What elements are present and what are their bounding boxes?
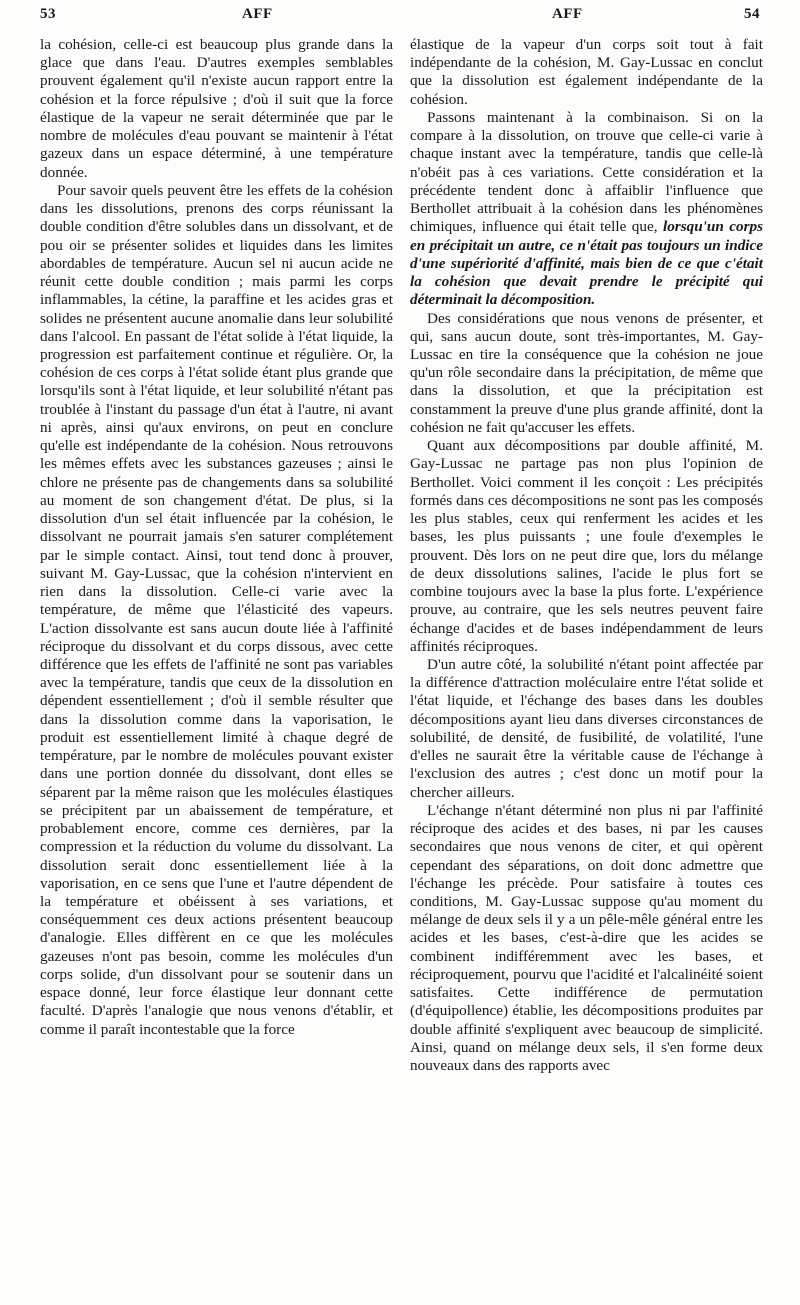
right-paragraph-4: Quant aux décompositions par double affinité, M. Gay-Lussac ne partage pas non plus l'opinion de Berthollet. Voici comment il les conçoit : Les précipités formés dans ces décompositions ne sont pas les composés les plus stables, ceux qui renferment les acides et les bases, les plus puissants ; une foule d'exemples le prouvent. Dès lors on ne peut dire que, lors du mélange de deux dissolutions salines, l'acide le plus fort se combine toujours avec la base la plus forte. L'expérience prouve, au contraire, que les sels neutres peuvent faire échange d'acides et de bases indépendamment de leurs affinités réciproques. (410, 437, 763, 655)
right-paragraph-2-text: Passons maintenant à la combinaison. Si on la compare à la dissolution, on trouve que celle-ci varie à chaque instant avec la température, tandis que celle-là n'obéit pas à ces variations. Cette considération et la précédente tendent donc à affaiblir l'influence que Berthollet attribuait à la cohésion dans les phénomènes chimiques, influence qui était telle que, (410, 108, 763, 236)
running-head (40, 6, 760, 28)
left-paragraph-2: Pour savoir quels peuvent être les effets de la cohésion dans les dissolutions, prenons des corps réunissant la double condition d'être solubles dans un dissolvant, et de pou oir se présenter solides et liquides dans les limites abordables de température. Aucun sel ni aucun acide ne réunit cette double condition ; mais parmi les corps inflammables, la cétine, la paraffine et les acides gras et solides ne présentent aucune anomalie dans leur solubilité dans l'alcool. En passant de l'état solide à l'état liquide, la progression est parfaitement continue et régulière. Or, la cohésion de ces corps à l'état solide étant plus grande que lorsqu'ils sont à l'état liquide, et leur solubilité n'étant pas troublée à l'instant du passage d'un état à l'autre, ni avant ni après, ainsi qu'aux environs, on peut en conclure qu'elle est indépendante de la cohésion. Nous retrouvons les mêmes effets avec les substances gazeuses ; ainsi le chlore ne présente pas de changements dans sa solubilité au moment de son changement d'état. De plus, si la dissolution d'un sel était influencée par la cohésion, le dissolvant ne pourrait jamais s'en saturer complétement par le simple contact. Ainsi, tout tend donc à prouver, suivant M. Gay-Lussac, que la cohésion n'intervient en rien dans la dissolution. Celle-ci varie avec la température, de même que l'élasticité des vapeurs. L'action dissolvante est sans aucun doute liée à l'affinité réciproque du dissolvant et du corps dissous, avec cette différence que les effets de l'affinité ne sont pas variables avec la température, tandis que ceux de la dissolution en dépendent essentiellement ; d'où il semble résulter que dans la dissolution comme dans la vaporisation, le produit est essentiellement limité à chaque degré de température, par le nombre de molécules pouvant exister dans une portion donnée du dissolvant, dont elles se séparent par la même raison que les molécules élastiques se précipitent par un abaissement de température, et probablement encore, comme ces dernières, par la compression et la réduction du volume du dissolvant. La dissolution serait donc essentiellement liée à la vaporisation, en ce sens que l'une et l'autre dépendent de la température et obéissent à ses variations, et conséquemment ces deux actions présentent beaucoup d'analogie. Elles diffèrent en ce que les molécules gazeuses n'ont pas besoin, comme les molécules d'un corps solide, d'un dissolvant pour se soutenir dans un espace donné, leur force élastique leur donnant cette faculté. D'après l'analogie que nous venons d'établir, et comme il paraît incontestable que la force (40, 181, 393, 1038)
right-paragraph-5: D'un autre côté, la solubilité n'étant point affectée par la différence d'attraction moléculaire entre l'état solide et l'état liquide, et l'échange des bases dans les doubles décompositions ayant lieu dans diverses circonstances de solubilité, de densité, de fusibilité, de volatilité, l'une d'elles ne saurait être la véritable cause de l'échange à l'exclusion des autres ; c'est donc un motif pour la chercher ailleurs. (410, 655, 763, 801)
left-paragraph-1: la cohésion, celle-ci est beaucoup plus grande dans la glace que dans l'eau. D'autres exemples semblables prouvent également qu'il n'existe aucun rapport entre la cohésion et la force répulsive ; d'où il suit que la force élastique de la vapeur ne serait déterminée que par le nombre de molécules d'eau pouvant se maintenir à l'état gazeux dans un espace déterminé, à une température donnée. (40, 36, 393, 181)
right-paragraph-6: L'échange n'étant déterminé non plus ni par l'affinité réciproque des acides et des bases, ni par les causes secondaires que nous venons de citer, et qui opèrent cependant des séparations, on doit donc admettre que l'échange les précède. Pour satisfaire à toutes ces conditions, M. Gay-Lussac suppose qu'au moment du mélange de deux sels il y a un pêle-mêle général entre les acides et les bases, c'est-à-dire que les acides se combinent indifféremment avec les bases, et réciproquement, pourvu que l'acidité et l'alcalinéité soient satisfaites. Cette indifférence de permutation (d'équipollence) établie, les décompositions produites par double affinité s'expliquent avec beaucoup de simplicité. Ainsi, quand on mélange deux sels, il s'en forme deux nouveaux dans des rapports avec (410, 801, 763, 1075)
right-paragraph-2-italic: lorsqu'un corps en précipitait un autre, ce n'était pas toujours un indice d'une supériorité d'affinité, mais bien de ce que c'était la cohésion que devait prendre le précipité qui déterminait la décomposition. (410, 218, 763, 309)
right-running-word: AFF (552, 6, 583, 22)
left-column (40, 36, 393, 1298)
left-running-word: AFF (242, 6, 273, 22)
right-paragraph-2 (410, 109, 763, 310)
right-column (410, 36, 763, 1298)
right-page-number: 54 (744, 6, 760, 22)
right-paragraph-1: élastique de la vapeur d'un corps soit tout à fait indépendante de la cohésion, M. Gay-Lussac en conclut que la dissolution est également indépendante de la cohésion. (410, 36, 763, 108)
left-page-number: 53 (40, 6, 56, 22)
right-paragraph-3: Des considérations que nous venons de présenter, et qui, sans aucun doute, sont très-importantes, M. Gay-Lussac en tire la conséquence que la cohésion ne joue qu'un rôle secondaire dans la précipitation, de même que dans la dissolution, et que la précipitation est constamment la preuve d'une plus grande affinité, dont la cohésion ne fait qu'accuser les effets. (410, 309, 763, 436)
